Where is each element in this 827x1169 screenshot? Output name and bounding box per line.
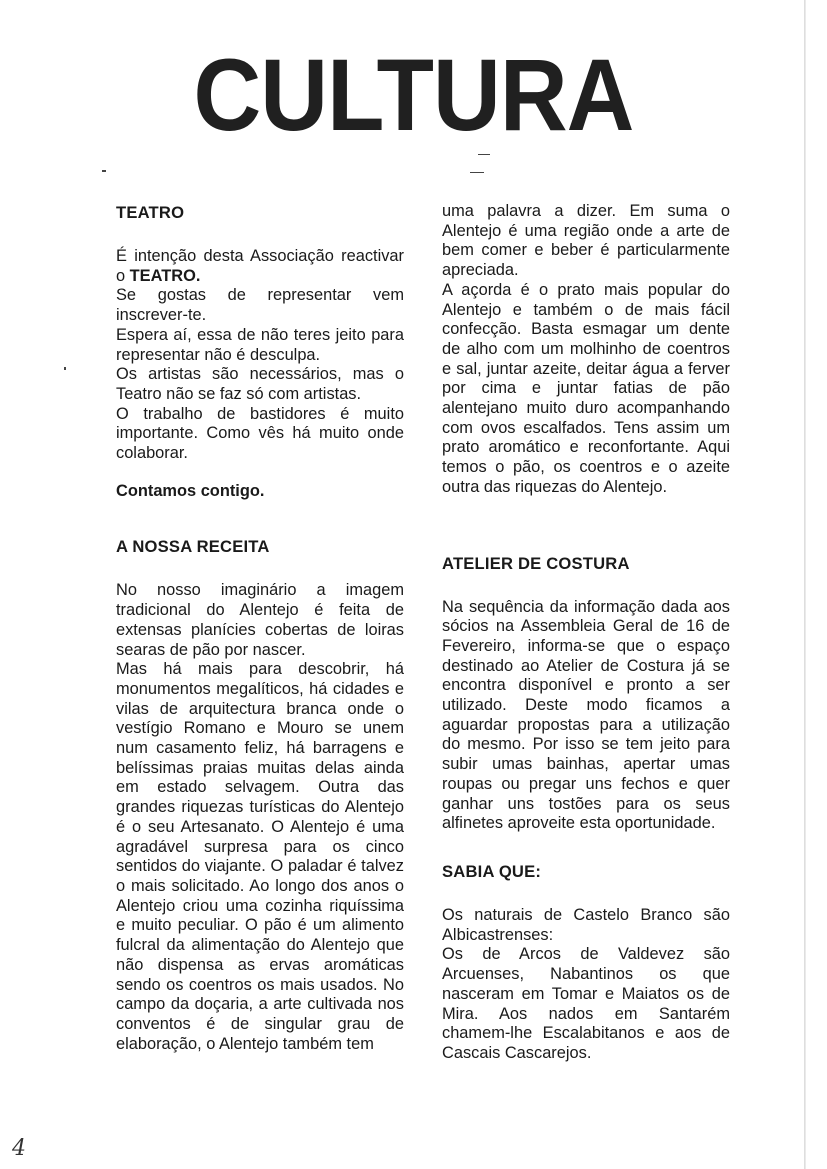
teatro-paragraph: O trabalho de bastidores é muito importante. Como vês há muito onde colaborar. (116, 404, 404, 463)
scan-mark (478, 154, 490, 155)
teatro-paragraph: Espera aí, essa de não teres jeito para representar não é desculpa. (116, 325, 404, 364)
scan-mark (102, 170, 106, 172)
teatro-heading: TEATRO (116, 203, 185, 222)
page-number: 4 (12, 1136, 26, 1161)
receita-paragraph: No nosso imaginário a imagem tradicional do Alentejo é feita de extensas planícies cobertas de loiras searas de pão por nascer. (116, 581, 404, 659)
receita-paragraph: A açorda é o prato mais popular do Alentejo e também o de mais fácil confecção. Basta esmagar um dente de alho com um molhinho de coentros e sal, juntar azeite, deitar água a ferver por cima e juntar fatias de pão alentejano muito duro acompanhando com ovos escalfados. Tens assim um prato aromático e reconfortante. Aqui temos o pão, os coentros e o azeite outra das riquezas do Alentejo. (442, 280, 730, 496)
sabia-paragraph: Os naturais de Castelo Branco são Albicastrenses: (442, 905, 730, 944)
receita-continuation (442, 202, 730, 498)
right-column (442, 202, 730, 1064)
teatro-paragraph: Se gostas de representar vem inscrever-te. (116, 286, 404, 325)
left-column (116, 203, 404, 1054)
receita-paragraph: uma palavra a dizer. Em suma o Alentejo é uma região onde a arte de bem comer e beber é particularmente apreciada. (442, 202, 730, 280)
teatro-section (116, 203, 404, 501)
receita-section (116, 537, 404, 1054)
atelier-paragraph: Na sequência da informação dada aos sócios na Assembleia Geral de 16 de Fevereiro, informa-se que o espaço destinado ao Atelier de Costura já se encontra disponível e pronto a ser utilizado. Deste modo ficamos a aguardar propostas para a utilização do mesmo. Por isso se tem jeito para subir umas bainhas, apertar umas roupas ou pregar uns fechos e quer ganhar uns tostões para os seus alfinetes aproveite esta oportunidade. (442, 597, 730, 833)
teatro-paragraph: Os artistas são necessários, mas o Teatro não se faz só com artistas. (116, 365, 404, 403)
teatro-closing: Contamos contigo. (116, 481, 265, 500)
sabia-paragraph: Os de Arcos de Valdevez são Arcuenses, Nabantinos os que nasceram em Tomar e Maiatos os de Mira. Aos nados em Santarém chamem-lhe Escalabitanos e aos de Cascais Cascarejos. (442, 945, 730, 1062)
sabia-section (442, 862, 730, 1064)
page-edge (804, 0, 806, 1169)
page-title: CULTURA (193, 38, 634, 152)
scan-mark (64, 367, 66, 370)
receita-heading: A NOSSA RECEITA (116, 537, 270, 557)
sabia-heading: SABIA QUE: (442, 861, 542, 881)
atelier-section (442, 554, 730, 834)
scan-mark (470, 172, 484, 173)
teatro-emphasis: TEATRO. (129, 266, 201, 285)
atelier-heading: ATELIER DE COSTURA (442, 553, 630, 573)
receita-paragraph: Mas há mais para descobrir, há monumentos megalíticos, há cidades e vilas de arquitectura branca onde o vestígio Romano e Mouro se unem num casamento feliz, há barragens e belíssimas praias muitas delas ainda em estado selvagem. Outra das grandes riquezas turísticas do Alentejo é o seu Artesanato. O Alentejo é uma agradável surpresa para os cinco sentidos do viajante. O paladar é talvez o mais solicitado. Ao longo dos anos o Alentejo criou uma cozinha riquíssima e muito peculiar. O pão é um alimento fulcral da alimentação do Alentejo que não dispensa as ervas aromáticas sendo os coentros os mais usados. No campo da doçaria, a arte cultivada nos conventos é de singular grau de elaboração, o Alentejo também tem (116, 660, 404, 1053)
teatro-paragraph: É intenção desta Associação reactivar o TEATRO. (116, 247, 404, 285)
